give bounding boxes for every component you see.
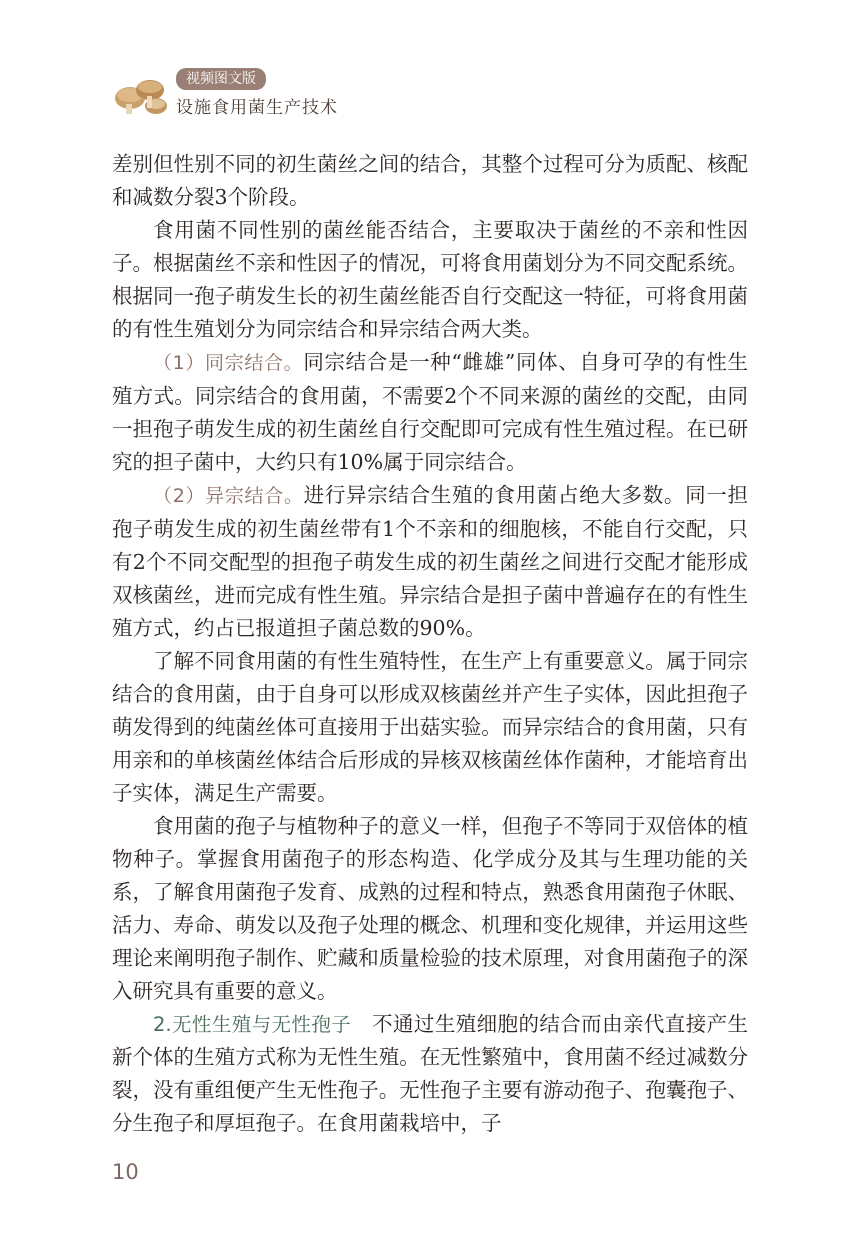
edition-badge: 视频图文版 bbox=[176, 68, 266, 90]
paragraph-text: 同宗结合是一种“雌雄”同体、自身可孕的有性生殖方式。同宗结合的食用菌，不需要2个不同来源的菌丝的交配，由同一担孢子萌发生成的初生菌丝自行交配即可完成有性生殖过程。在已研究的担子菌中，大约只有10%属于同宗结合。 bbox=[112, 350, 749, 474]
paragraph bbox=[112, 645, 748, 810]
paragraph bbox=[112, 479, 748, 645]
paragraph bbox=[112, 346, 748, 479]
page-number: 10 bbox=[112, 1160, 139, 1184]
paragraph bbox=[112, 148, 748, 214]
paragraph-text: 了解不同食用菌的有性生殖特性，在生产上有重要意义。属于同宗结合的食用菌，由于自身可以形成双核菌丝并产生子实体，因此担孢子萌发得到的纯菌丝体可直接用于出菇实验。而异宗结合的食用菌，只有用亲和的单核菌丝体结合后形成的异核双核菌丝体作菌种，才能培育出子实体，满足生产需要。 bbox=[112, 649, 748, 805]
paragraph bbox=[112, 214, 748, 346]
page-header bbox=[112, 62, 432, 122]
subheading: （2）异宗结合。 bbox=[153, 485, 304, 507]
paragraph-text: 食用菌不同性别的菌丝能否结合，主要取决于菌丝的不亲和性因子。根据菌丝不亲和性因子的情况，可将食用菌划分为不同交配系统。根据同一孢子萌发生长的初生菌丝能否自行交配这一特征，可将食用菌的有性生殖划分为同宗结合和异宗结合两大类。 bbox=[112, 218, 748, 341]
paragraph-text: 不通过生殖细胞的结合而由亲代直接产生新个体的生殖方式称为无性生殖。在无性繁殖中，食用菌不经过减数分裂，没有重组便产生无性孢子。无性孢子主要有游动孢子、孢囊孢子、分生孢子和厚垣孢子。在食用菌栽培中，子 bbox=[112, 1012, 749, 1135]
paragraph-text: 食用菌的孢子与植物种子的意义一样，但孢子不等同于双倍体的植物种子。掌握食用菌孢子的形态构造、化学成分及其与生理功能的关系，了解食用菌孢子发育、成熟的过程和特点，熟悉食用菌孢子休眠、活力、寿命、萌发以及孢子处理的概念、机理和变化规律，并运用这些理论来阐明孢子制作、贮藏和质量检验的技术原理，对食用菌孢子的深入研究具有重要的意义。 bbox=[112, 814, 748, 1003]
mushroom-photo-icon bbox=[112, 68, 170, 118]
subheading: （1）同宗结合。 bbox=[153, 352, 304, 374]
body-content bbox=[112, 148, 748, 1140]
paragraph-text: 进行异宗结合生殖的食用菌占绝大多数。同一担孢子萌发生成的初生菌丝带有1个不亲和的细胞核，不能自行交配，只有2个不同交配型的担孢子萌发生成的初生菌丝之间进行交配才能形成双核菌丝，进而完成有性生殖。异宗结合是担子菌中普遍存在的有性生殖方式，约占已报道担子菌总数的90%。 bbox=[112, 483, 749, 640]
paragraph bbox=[112, 810, 748, 1008]
book-title: 设施食用菌生产技术 bbox=[176, 98, 338, 118]
section-heading: 2.无性生殖与无性孢子 bbox=[153, 1013, 352, 1036]
paragraph-text: 差别但性别不同的初生菌丝之间的结合，其整个过程可分为质配、核配和减数分裂3个阶段。 bbox=[112, 152, 748, 209]
paragraph bbox=[112, 1008, 748, 1140]
